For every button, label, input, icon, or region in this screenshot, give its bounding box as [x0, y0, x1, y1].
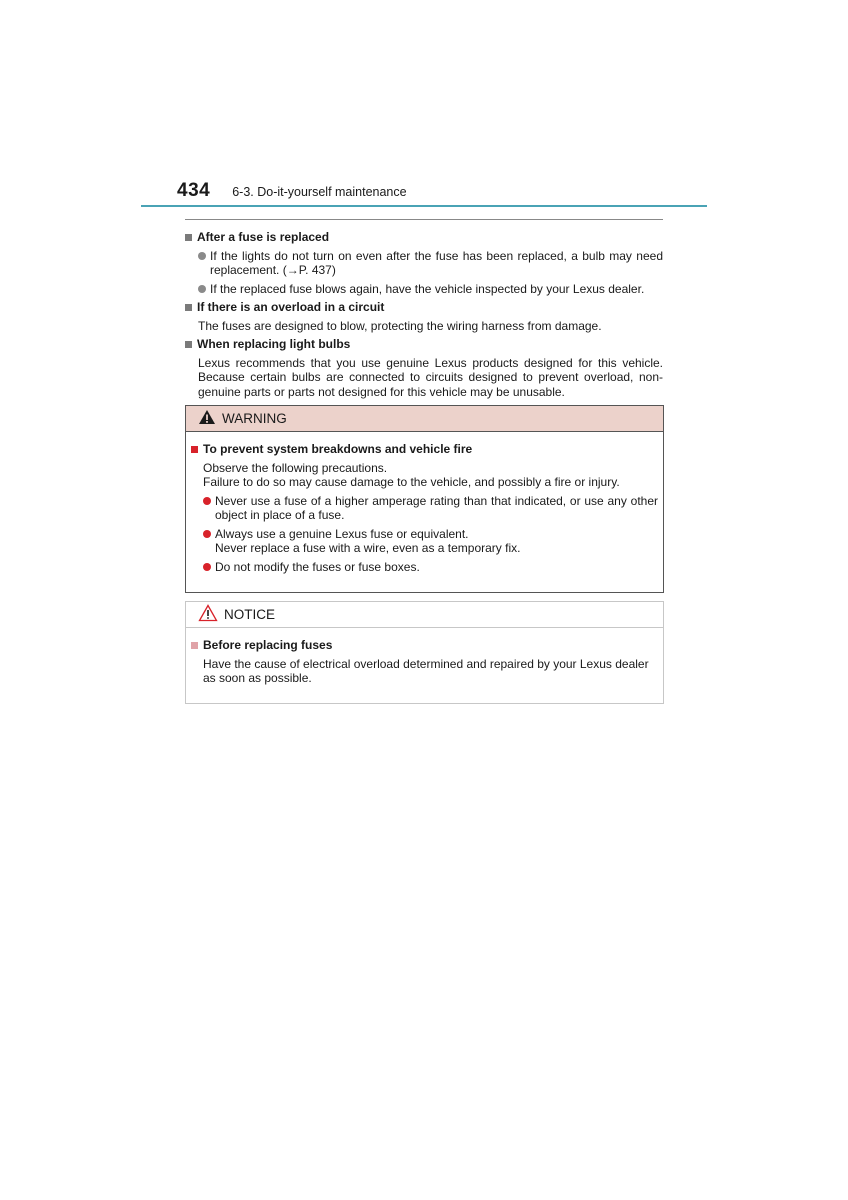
square-bullet-icon	[191, 446, 198, 453]
section-title: 6-3. Do-it-yourself maintenance	[232, 185, 407, 199]
notice-body	[186, 628, 663, 686]
square-bullet-icon	[185, 304, 192, 311]
page-header	[177, 180, 407, 202]
page-number: 434	[177, 180, 211, 201]
list-item: If the lights do not turn on even after the fuse has been replaced, a bulb may need replacement. (→P. 437)	[198, 249, 663, 278]
notice-heading: Before replacing fuses	[191, 638, 658, 653]
circle-bullet-icon	[203, 497, 211, 505]
warning-title: WARNING	[222, 411, 287, 426]
list-item: Always use a genuine Lexus fuse or equivalent. Never replace a fuse with a wire, even as a temporary fix.	[203, 527, 658, 556]
warning-line: Observe the following precautions.	[203, 460, 388, 475]
warning-triangle-icon	[198, 409, 216, 428]
section-overload	[185, 300, 663, 333]
circle-bullet-icon	[198, 285, 206, 293]
square-bullet-icon	[185, 234, 192, 241]
warning-heading: To prevent system breakdowns and vehicle fire	[191, 442, 658, 457]
circle-bullet-icon	[198, 252, 206, 260]
warning-body	[186, 432, 663, 574]
section-after-fuse	[185, 230, 663, 296]
section-heading: If there is an overload in a circuit	[185, 300, 663, 315]
notice-title: NOTICE	[224, 607, 276, 622]
list-item: Never use a fuse of a higher amperage rating than that indicated, or use any other object in place of a fuse.	[203, 494, 658, 523]
warning-box	[185, 405, 664, 593]
main-content	[185, 227, 663, 403]
warning-header	[186, 406, 663, 432]
section-heading: After a fuse is replaced	[185, 230, 663, 245]
section-text: The fuses are designed to blow, protecting the wiring harness from damage.	[198, 318, 602, 333]
notice-box	[185, 601, 664, 704]
section-heading: When replacing light bulbs	[185, 337, 663, 352]
notice-triangle-icon	[198, 604, 218, 625]
header-rule	[141, 205, 707, 207]
notice-text: Have the cause of electrical overload determined and repaired by your Lexus dealer as soon as possible.	[203, 656, 649, 685]
section-light-bulbs	[185, 337, 663, 399]
notice-header	[186, 602, 663, 628]
content-rule	[185, 219, 663, 220]
circle-bullet-icon	[203, 530, 211, 538]
circle-bullet-icon	[203, 563, 211, 571]
list-item: If the replaced fuse blows again, have the vehicle inspected by your Lexus dealer.	[198, 282, 663, 297]
section-text: Lexus recommends that you use genuine Lexus products designed for this vehicle. Because certain bulbs are connected to circuits designed to prevent overload, non-genuine parts or parts not designed for this vehicle may be unusable.	[198, 355, 663, 399]
square-bullet-icon	[185, 341, 192, 348]
square-bullet-icon	[191, 642, 198, 649]
list-item: Do not modify the fuses or fuse boxes.	[203, 560, 658, 575]
warning-line: Failure to do so may cause damage to the vehicle, and possibly a fire or injury.	[203, 475, 620, 489]
